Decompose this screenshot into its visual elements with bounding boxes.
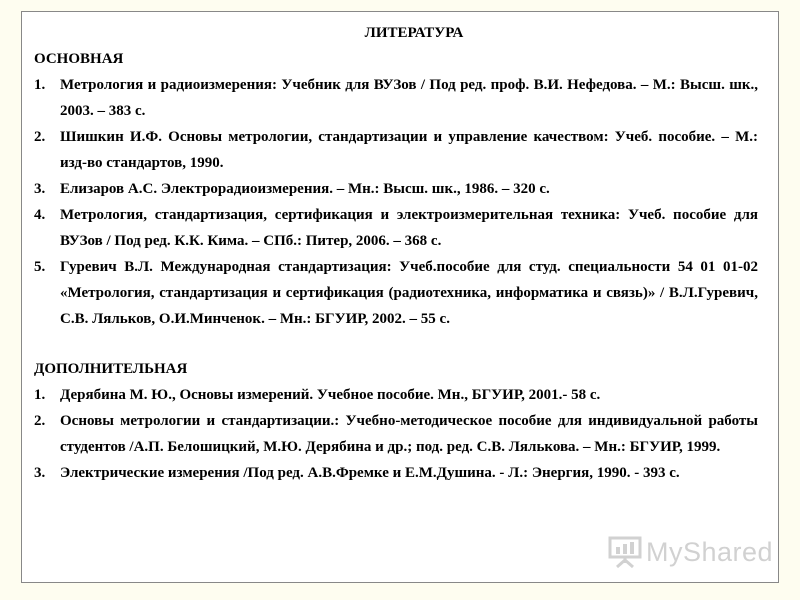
watermark	[608, 536, 773, 568]
item-text: Дерябина М. Ю., Основы измерений. Учебное пособие. Мн., БГУИР, 2001.- 58 с.	[60, 387, 601, 403]
item-number: 2.	[34, 129, 46, 145]
item-number: 3.	[34, 465, 46, 481]
list-item	[34, 176, 774, 202]
presentation-board-icon	[608, 536, 642, 568]
list-item	[34, 254, 774, 332]
item-text: Гуревич В.Л. Международная стандартизация: Учеб.пособие для студ. специальности 54 01 01-02 «Метрология, стандартизация и сертификация (радиотехника, информатика и связь)» / В.Л.Гуревич, С.В. Ляльков, О.И.Минченок. – Мн.: БГУИР, 2002. – 55 с.	[60, 259, 758, 327]
item-text: Метрология и радиоизмерения: Учебник для ВУЗов / Под ред. проф. В.И. Нефедова. – М.: Высш. шк., 2003. – 383 с.	[60, 77, 758, 119]
item-number: 3.	[34, 181, 46, 197]
list-item	[34, 382, 774, 408]
item-text: Электрические измерения /Под ред. А.В.Фремке и Е.М.Душина. - Л.: Энергия, 1990. - 393 с.	[60, 465, 680, 481]
item-number: 1.	[34, 387, 46, 403]
section-heading-additional: ДОПОЛНИТЕЛЬНАЯ	[34, 361, 188, 377]
list-item	[34, 408, 774, 460]
item-text: Основы метрологии и стандартизации.: Учебно-методическое пособие для индивидуальной работы студентов /А.П. Белошицкий, М.Ю. Дерябина и др.; под. ред. С.В. Лялькова. – Мн.: БГУИР, 1999.	[60, 413, 758, 455]
item-number: 2.	[34, 413, 46, 429]
watermark-label: MyShared	[646, 536, 774, 567]
page-title: ЛИТЕРАТУРА	[364, 25, 464, 41]
item-text: Шишкин И.Ф. Основы метрологии, стандартизации и управление качеством: Учеб. пособие. – М.: изд-во стандартов, 1990.	[60, 129, 758, 171]
list-item	[34, 460, 774, 486]
item-text: Метрология, стандартизация, сертификация и электроизмерительная техника: Учеб. пособие для ВУЗов / Под ред. К.К. Кима. – СПб.: Питер, 2006. – 368 с.	[60, 207, 758, 249]
section-heading-main: ОСНОВНАЯ	[34, 51, 124, 67]
list-item	[34, 124, 774, 176]
bibliography	[34, 20, 774, 486]
item-number: 4.	[34, 207, 46, 223]
item-number: 1.	[34, 77, 46, 93]
list-item	[34, 202, 774, 254]
item-text: Елизаров А.С. Электрорадиоизмерения. – Мн.: Высш. шк., 1986. – 320 с.	[60, 181, 550, 197]
list-item	[34, 72, 774, 124]
item-number: 5.	[34, 259, 46, 275]
